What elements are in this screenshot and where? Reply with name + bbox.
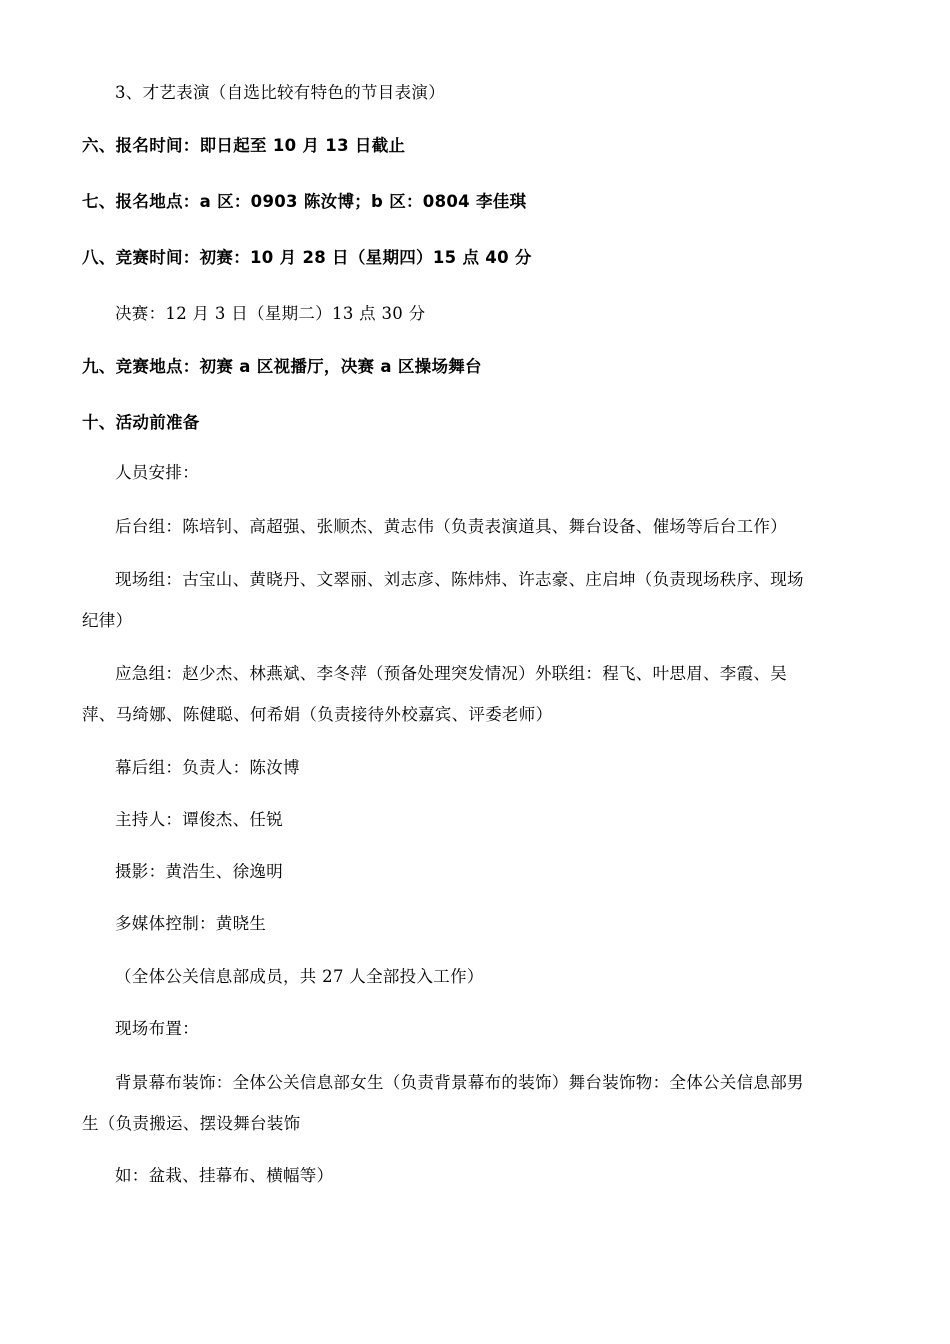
onsite-group-line-1: 现场组：古宝山、黄晓丹、文翠丽、刘志彦、陈炜炜、许志豪、庄启坤（负责现场秩序、现场 <box>115 570 804 589</box>
all-members-note: （全体公关信息部成员，共 27 人全部投入工作） <box>115 967 484 986</box>
section-9-competition-venue: 九、竞赛地点：初赛 a 区视播厅，决赛 a 区操场舞台 <box>82 357 482 376</box>
section-10-preparation: 十、活动前准备 <box>82 413 200 432</box>
section-6-registration-time: 六、报名时间：即日起至 10 月 13 日截止 <box>82 136 406 155</box>
venue-setup-label: 现场布置： <box>115 1019 199 1038</box>
emergency-liaison-line-2: 萍、马绮娜、陈健聪、何希娟（负责接待外校嘉宾、评委老师） <box>82 705 553 724</box>
backstage-group: 后台组：陈培钊、高超强、张顺杰、黄志伟（负责表演道具、舞台设备、催场等后台工作） <box>115 517 787 536</box>
hosts: 主持人：谭俊杰、任锐 <box>115 810 283 829</box>
emergency-liaison-line-1: 应急组：赵少杰、林燕斌、李冬萍（预备处理突发情况）外联组：程飞、叶思眉、李霞、吴 <box>115 664 787 683</box>
decoration-examples: 如：盆栽、挂幕布、横幅等） <box>115 1166 334 1185</box>
decoration-line-2: 生（负责搬运、摆设舞台装饰 <box>82 1114 301 1133</box>
section-8-competition-time: 八、竞赛时间：初赛：10 月 28 日（星期四）15 点 40 分 <box>82 248 532 267</box>
photography: 摄影：黄浩生、徐逸明 <box>115 862 283 881</box>
behind-scenes-group: 幕后组：负责人：陈汝博 <box>115 758 300 777</box>
decoration-line-1: 背景幕布装饰：全体公关信息部女生（负责背景幕布的装饰）舞台装饰物：全体公关信息部男 <box>115 1073 804 1092</box>
section-7-registration-location: 七、报名地点：a 区：0903 陈汝博；b 区：0804 李佳琪 <box>82 192 527 211</box>
staff-arrangement-label: 人员安排： <box>115 463 199 482</box>
multimedia-control: 多媒体控制：黄晓生 <box>115 914 267 933</box>
final-round-time: 决赛：12 月 3 日（星期二）13 点 30 分 <box>115 304 426 323</box>
onsite-group-line-2: 纪律） <box>82 611 133 630</box>
talent-show-item: 3、才艺表演（自选比较有特色的节目表演） <box>115 83 445 102</box>
